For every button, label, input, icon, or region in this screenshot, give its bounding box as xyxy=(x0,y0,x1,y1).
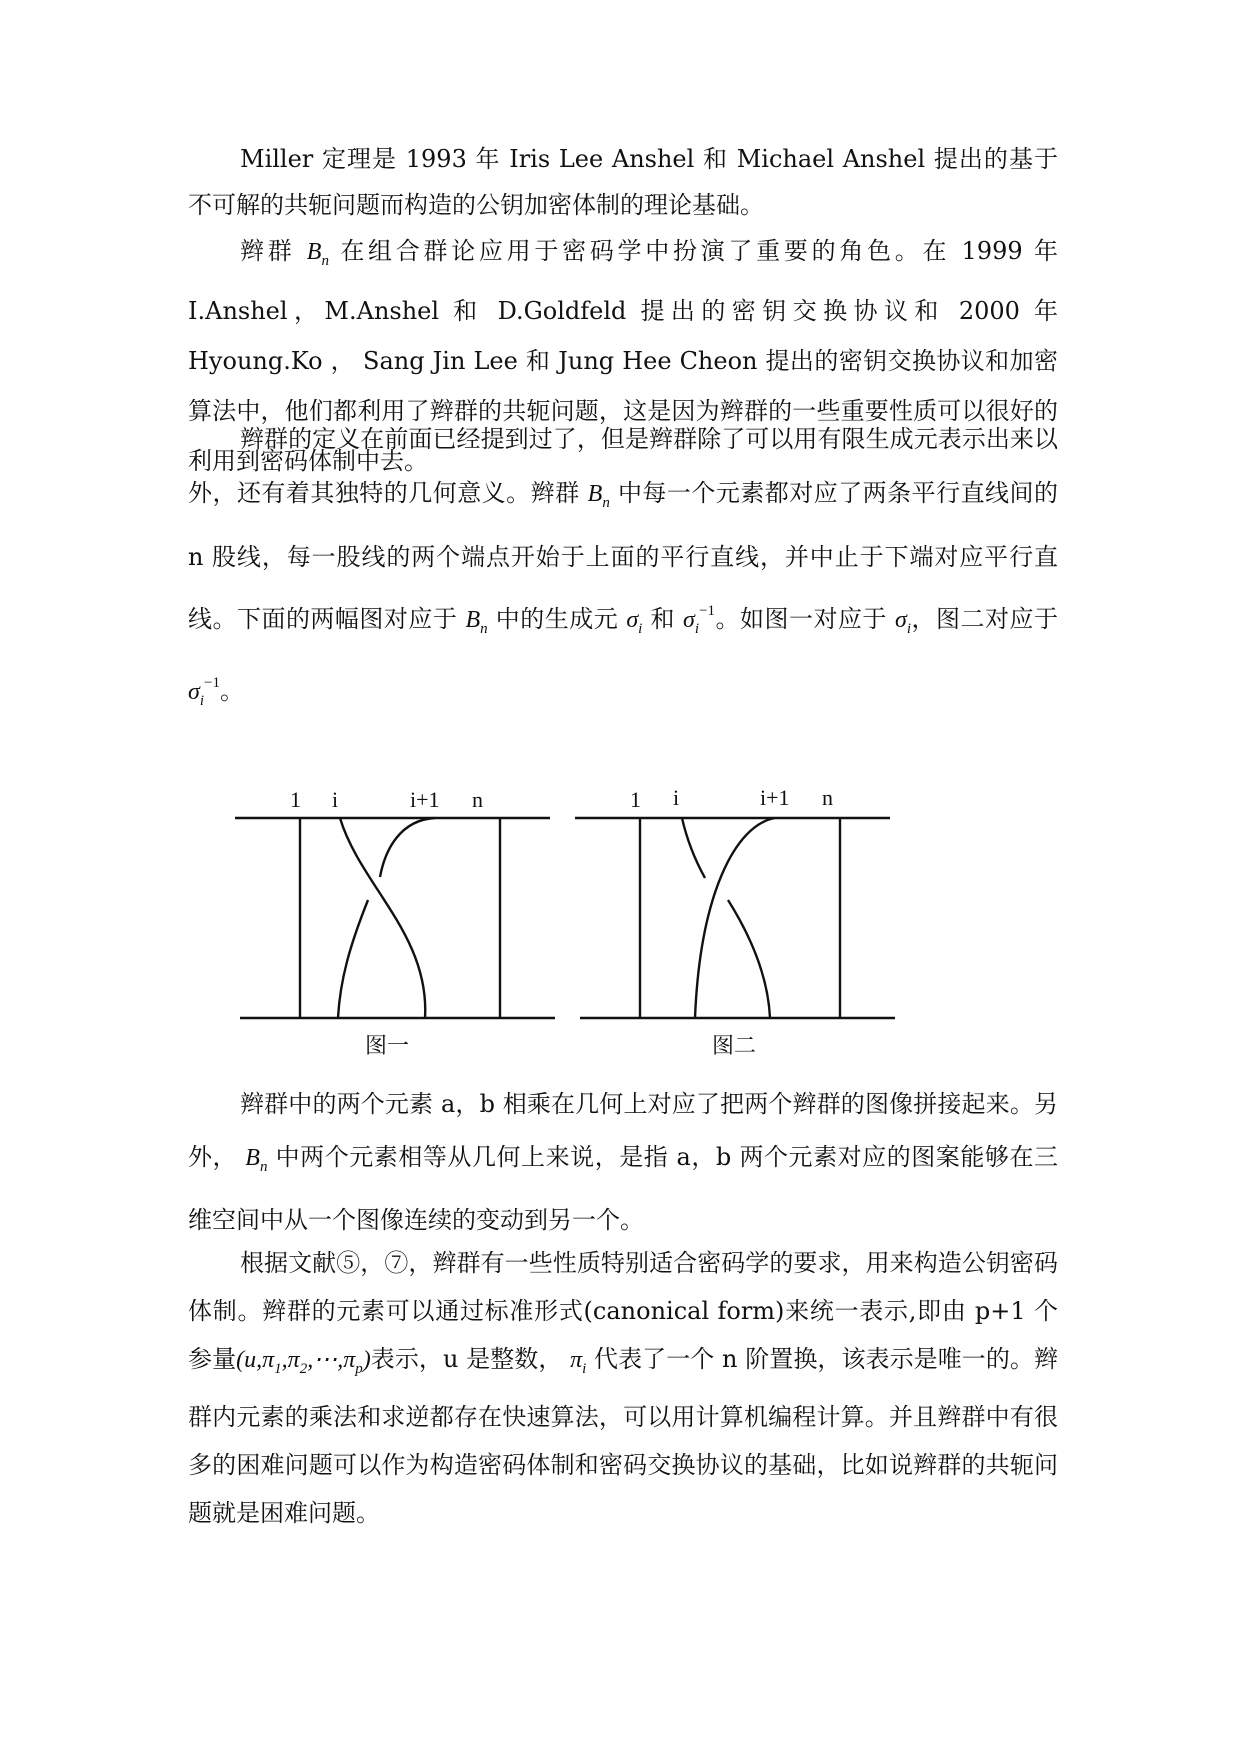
sigma-i-inverse-symbol: $\sigma_i^{-1}$ xyxy=(683,603,716,637)
braid-diagrams-svg xyxy=(230,775,930,1075)
fig1-label-i: i xyxy=(332,787,339,812)
fig1-strand-i1-lower xyxy=(338,900,368,1018)
sigma-i-inverse-symbol: $\sigma_i^{-1}$ xyxy=(188,675,220,709)
fig2-label-n: n xyxy=(822,785,833,810)
paragraph-geometric-meaning xyxy=(188,412,1058,728)
paragraph-canonical-form xyxy=(188,1239,1058,1537)
paragraph-text: 代表了一个 n 阶置换，该表示是唯一的。辫群内元素的乘法和求逆都存在快速算法，可以用计算机编程计算。并且辫群中有很多的困难问题可以作为构造密码体制和密码交换协议的基础，比如说辫群的共轭问题就是困难问题。 xyxy=(188,1345,1059,1527)
fig2-label-1: 1 xyxy=(630,787,641,812)
paragraph-text: 表示，u 是整数， xyxy=(370,1345,571,1373)
paragraph-text: 和 xyxy=(642,605,684,633)
sigma-i-symbol: $\sigma_i$ xyxy=(626,607,643,637)
fig1-caption: 图一 xyxy=(365,1033,410,1058)
paragraph-text: 在组合群论应用于密码学中扮演了重要的角色。在 1999 年 I.Anshel，M.Anshel 和 D.Goldfeld 提出的密钥交换协议和 2000 年 Hyoung.Ko ， Sang Jin Lee 和 Jung Hee Cheon 提出的密钥交换协议和加密算法中，他们都利用了辫群的共轭问题，这是因为辫群的一些重要性质可以很好的利用到密码体制中去。 xyxy=(188,237,1058,475)
fig2-strand-i1-over xyxy=(695,818,775,1018)
fig1-strand-i-over xyxy=(340,818,425,1018)
paragraph-text: 中的生成元 xyxy=(487,605,627,633)
paragraph-text: 辫群中的两个元素 a，b 相乘在几何上对应了把两个辫群的图像拼接起来。另外， xyxy=(188,1090,1058,1171)
fig1-label-i-plus-1: i+1 xyxy=(410,787,440,812)
pi-i-symbol: $\pi_i$ xyxy=(570,1347,587,1377)
fig2-label-i: i xyxy=(673,785,680,810)
fig2-label-i-plus-1: i+1 xyxy=(760,785,790,810)
braid-group-symbol: $B_n$ xyxy=(245,1145,268,1175)
fig2-caption: 图二 xyxy=(712,1033,757,1058)
paragraph-multiplication xyxy=(188,1078,1058,1247)
braid-group-symbol: $B_n$ xyxy=(465,607,488,637)
braid-group-symbol: $B_n$ xyxy=(306,239,329,269)
paragraph-text: 。如图一对应于 xyxy=(715,605,896,633)
paragraph-text: 辫群 xyxy=(240,237,307,265)
fig1-label-1: 1 xyxy=(290,787,301,812)
paragraph-text: 中每一个元素都对应了两条平行直线间的 n 股线，每一股线的两个端点开始于上面的平行直线，并中止于下端对应平行直线。下面的两幅图对应于 xyxy=(188,479,1058,633)
paragraph-text: 根据文献⑤，⑦，辫群有一些性质特别适合密码学的要求，用来构造公钥密码体制。辫群的元素可以通过标准形式(canonical form)来统一表示,即由 p+1 个参量 xyxy=(188,1249,1058,1373)
fig1-strand-i1-upper xyxy=(380,818,435,877)
paragraph-text: 。 xyxy=(219,677,244,705)
sigma-i-symbol: $\sigma_i$ xyxy=(895,607,912,637)
paragraph-text: Miller 定理是 1993 年 Iris Lee Anshel 和 Michael Anshel 提出的基于不可解的共轭问题而构造的公钥加密体制的理论基础。 xyxy=(188,145,1058,219)
figure-1-sigma-i xyxy=(235,818,555,1018)
braid-figures xyxy=(230,775,930,1075)
braid-group-symbol: $B_n$ xyxy=(587,481,610,511)
paragraph-text: 中两个元素相等从几何上来说，是指 a，b 两个元素对应的图案能够在三维空间中从一个图像连续的变动到另一个。 xyxy=(188,1143,1058,1234)
fig1-label-n: n xyxy=(472,787,483,812)
canonical-form-tuple: $(u,\pi_1,\pi_2,\cdots,\pi_p)$ xyxy=(236,1347,371,1377)
figure-2-sigma-i-inverse xyxy=(575,818,895,1018)
paragraph-miller-theorem xyxy=(188,136,1058,228)
paragraph-text: ，图二对应于 xyxy=(911,605,1058,633)
fig2-strand-i-upper xyxy=(682,818,705,878)
paragraph-text: 辫群的定义在前面已经提到过了，但是辫群除了可以用有限生成元表示出来以外，还有着其独特的几何意义。辫群 xyxy=(188,425,1058,507)
fig2-strand-i-lower xyxy=(728,900,770,1018)
